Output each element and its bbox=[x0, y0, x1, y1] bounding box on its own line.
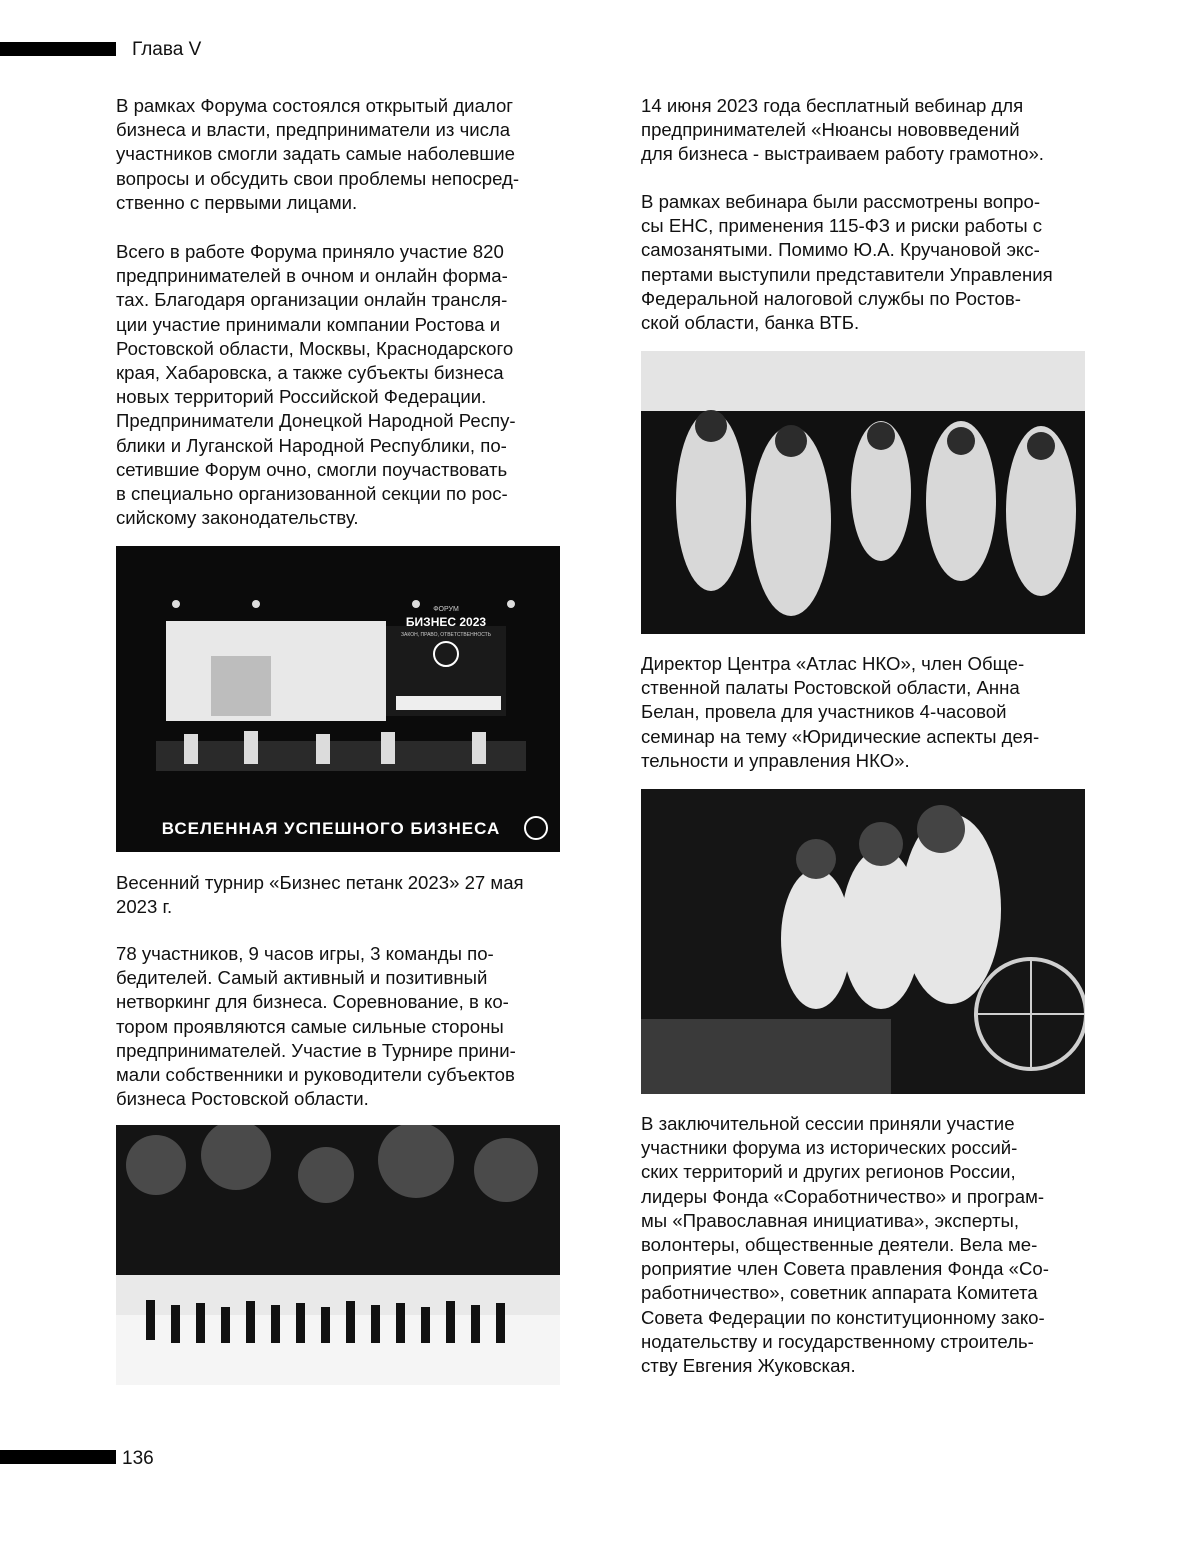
left-column-block-2 bbox=[116, 240, 560, 530]
paragraph-final-session: В заключительной сессии приняли участие участники форума из исторических россий- ских территорий и других регионов России, лидеры Фонда «Соработничество» и програм- мы «Православная инициатива», эксперты, волонтеры, общественные деятели. Вела ме- роприятие член Совета правления Фонда «Со- работничество», советник аппарата Комитета Совета Федерации по конституционному зако- нодательству и государственному строитель- ству Евгения Жуковская. bbox=[641, 1113, 1049, 1377]
left-column-block-1 bbox=[116, 94, 560, 215]
screen-line-2: БИЗНЕС 2023 bbox=[405, 615, 487, 629]
right-column-block-4 bbox=[641, 1112, 1085, 1378]
page-number-marker-bar bbox=[0, 1450, 116, 1464]
screen-line-3: ЗАКОН, ПРАВО, ОТВЕТСТВЕННОСТЬ bbox=[401, 632, 491, 638]
forum-stage-photo bbox=[116, 546, 560, 852]
screen-line-1: ФОРУМ bbox=[433, 606, 459, 613]
forum-banner-text: ВСЕЛЕННАЯ УСПЕШНОГО БИЗНЕСА bbox=[161, 819, 501, 838]
left-column-block-3 bbox=[116, 871, 560, 919]
right-column-block-3 bbox=[641, 652, 1085, 773]
page-number: 136 bbox=[122, 1448, 154, 1469]
paragraph-seminar: Директор Центра «Атлас НКО», член Обще- ственной палаты Ростовской области, Анна Белан, провела для участников 4-часовой семинар на тему «Юридические аспекты дея- тельности и управления НКО». bbox=[641, 653, 1040, 771]
chapter-marker-bar bbox=[0, 42, 116, 56]
right-column-block-2 bbox=[641, 190, 1085, 335]
chapter-title: Глава V bbox=[132, 39, 202, 60]
left-column-block-4 bbox=[116, 942, 560, 1111]
paragraph-participants: Всего в работе Форума приняло участие 820 предпринимателей в очном и онлайн форма- тах. Благодаря организации онлайн трансля- ции участие принимали компании Ростова и Ростовской области, Москвы, Краснодарского края, Хабаровска, а также субъекты бизнеса новых территорий Российской Федерации. Предприниматели Донецкой Народной Респу- блики и Луганской Народной Республики, по- сетившие Форум очно, смогли поучаствовать в специально организованной секции по рос- сийскому законодательству. bbox=[116, 241, 516, 529]
webinar-audience-photo bbox=[641, 351, 1085, 634]
photo-caption-petanque: Весенний турнир «Бизнес петанк 2023» 27 мая 2023 г. bbox=[116, 872, 524, 918]
paragraph-webinar-topics: В рамках вебинара были рассмотрены вопро- сы ЕНС, применения 115-ФЗ и риски работы с самозанятыми. Помимо Ю.А. Кручановой экс- пертами выступили представители Управления Федеральной налоговой службы по Ростов- ской области, банка ВТБ. bbox=[641, 191, 1053, 334]
right-column-block-1 bbox=[641, 94, 1085, 167]
tournament-group-photo bbox=[116, 1125, 560, 1385]
paragraph-dialog: В рамках Форума состоялся открытый диалог бизнеса и власти, предприниматели из числа участников смогли задать самые наболевшие вопросы и обсудить свои проблемы непосред- ственно с первыми лицами. bbox=[116, 95, 520, 213]
paragraph-tournament: 78 участников, 9 часов игры, 3 команды по- бедителей. Самый активный и позитивный нетворкинг для бизнеса. Соревнование, в ко- тором проявляются самые сильные стороны предпринимателей. Участие в Турнире прини- мали собственники и руководители субъектов бизнеса Ростовской области. bbox=[116, 943, 516, 1110]
paragraph-webinar: 14 июня 2023 года бесплатный вебинар для предпринимателей «Нюансы нововведений для бизнеса - выстраиваем работу грамотно». bbox=[641, 95, 1044, 165]
session-participants-photo bbox=[641, 789, 1085, 1094]
